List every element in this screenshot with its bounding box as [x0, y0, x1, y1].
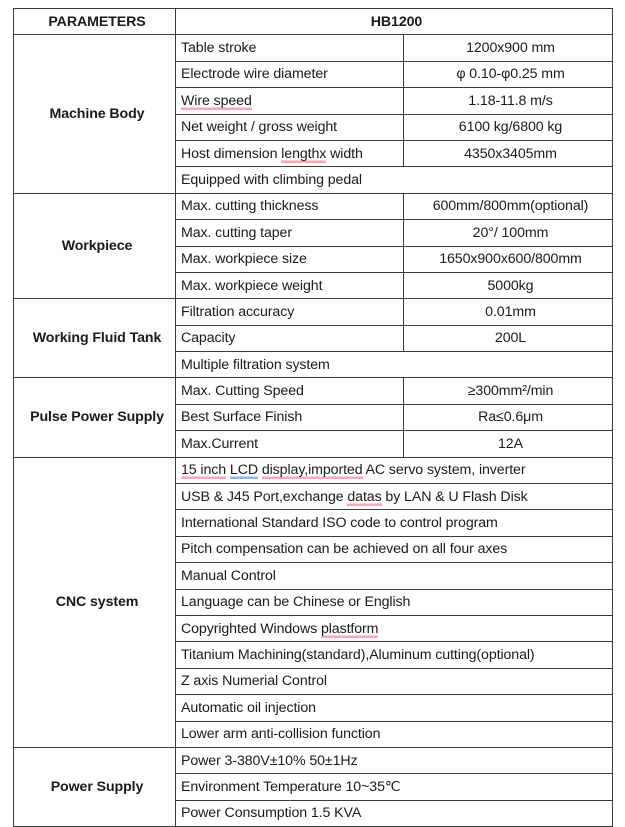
feature-highlight-1: plastform — [320, 620, 379, 637]
parameter-name: Max. cutting taper — [176, 220, 404, 246]
feature-highlight-0: 15 inch — [181, 462, 227, 479]
group-label-power-supply: Power Supply — [14, 747, 176, 826]
parameter-name — [176, 88, 404, 114]
feature-text: Lower arm anti-collision function — [176, 721, 613, 747]
feature-text: Environment Temperature 10~35℃ — [176, 774, 613, 800]
parameter-name: Max.Current — [176, 431, 404, 457]
group-label-workpiece: Workpiece — [14, 193, 176, 299]
feature-highlight-1: datas — [347, 488, 382, 505]
parameter-value: φ 0.10-φ0.25 mm — [404, 61, 613, 87]
parameter-value: 4350x3405mm — [404, 140, 613, 166]
feature-text: Automatic oil injection — [176, 695, 613, 721]
specification-sheet — [13, 8, 612, 827]
feature-text: Titanium Machining(standard),Aluminum cutting(optional) — [176, 642, 613, 668]
feature-text: Manual Control — [176, 563, 613, 589]
table-row — [14, 193, 613, 219]
parameter-name: Best Surface Finish — [176, 404, 404, 430]
group-label-pulse-power-supply: Pulse Power Supply — [14, 378, 176, 457]
spec-table-body — [14, 9, 613, 827]
table-row — [14, 457, 613, 483]
feature-text: Power Consumption 1.5 KVA — [176, 800, 613, 826]
group-label-cnc-system: CNC system — [14, 457, 176, 747]
parameter-name: Max. workpiece size — [176, 246, 404, 272]
feature-highlight-2: LCD — [229, 462, 258, 479]
table-row — [14, 378, 613, 404]
table-header-row — [14, 9, 613, 35]
parameter-value: 600mm/800mm(optional) — [404, 193, 613, 219]
parameter-text-2: width — [326, 145, 363, 162]
parameter-text-0: Host dimension — [181, 145, 282, 162]
feature-text — [176, 457, 613, 483]
feature-text-0: USB & J45 Port,exchange — [181, 488, 348, 505]
feature-highlight-4: display,imported — [261, 462, 363, 479]
parameter-name: Table stroke — [176, 35, 404, 61]
table-row — [14, 747, 613, 773]
parameter-value: 1650x900x600/800mm — [404, 246, 613, 272]
header-parameters: PARAMETERS — [14, 9, 176, 35]
parameter-value: Ra≤0.6μm — [404, 404, 613, 430]
parameter-name: Capacity — [176, 325, 404, 351]
parameter-name: Electrode wire diameter — [176, 61, 404, 87]
parameter-name: Max. workpiece weight — [176, 272, 404, 298]
feature-text: International Standard ISO code to control program — [176, 510, 613, 536]
feature-text: Z axis Numerial Control — [176, 668, 613, 694]
parameter-value: 1.18-11.8 m/s — [404, 88, 613, 114]
specification-table — [13, 8, 613, 827]
header-model: HB1200 — [176, 9, 613, 35]
parameter-value: 1200x900 mm — [404, 35, 613, 61]
feature-text-0: Copyrighted Windows — [181, 620, 321, 637]
table-row — [14, 299, 613, 325]
parameter-value: 5000kg — [404, 272, 613, 298]
feature-text: Equipped with climbing pedal — [176, 167, 613, 193]
feature-text — [176, 484, 613, 510]
parameter-value: 12A — [404, 431, 613, 457]
feature-text: Power 3-380V±10% 50±1Hz — [176, 747, 613, 773]
group-label-working-fluid-tank: Working Fluid Tank — [14, 299, 176, 378]
parameter-value: 20°/ 100mm — [404, 220, 613, 246]
parameter-name: Max. Cutting Speed — [176, 378, 404, 404]
feature-text-5: AC servo system, inverter — [362, 462, 526, 479]
feature-text: Language can be Chinese or English — [176, 589, 613, 615]
parameter-value: 0.01mm — [404, 299, 613, 325]
parameter-name: Filtration accuracy — [176, 299, 404, 325]
group-label-machine-body: Machine Body — [14, 35, 176, 193]
parameter-value: 6100 kg/6800 kg — [404, 114, 613, 140]
parameter-value: ≥300mm²/min — [404, 378, 613, 404]
feature-text: Pitch compensation can be achieved on all four axes — [176, 536, 613, 562]
table-row — [14, 35, 613, 61]
feature-text-2: by LAN & U Flash Disk — [381, 488, 528, 505]
parameter-name: Max. cutting thickness — [176, 193, 404, 219]
feature-text — [176, 615, 613, 641]
parameter-name: Net weight / gross weight — [176, 114, 404, 140]
parameter-value: 200L — [404, 325, 613, 351]
feature-text: Multiple filtration system — [176, 352, 613, 378]
parameter-name — [176, 140, 404, 166]
parameter-highlight: Wire speed — [181, 92, 252, 109]
parameter-highlight-1: lengthx — [281, 145, 327, 162]
